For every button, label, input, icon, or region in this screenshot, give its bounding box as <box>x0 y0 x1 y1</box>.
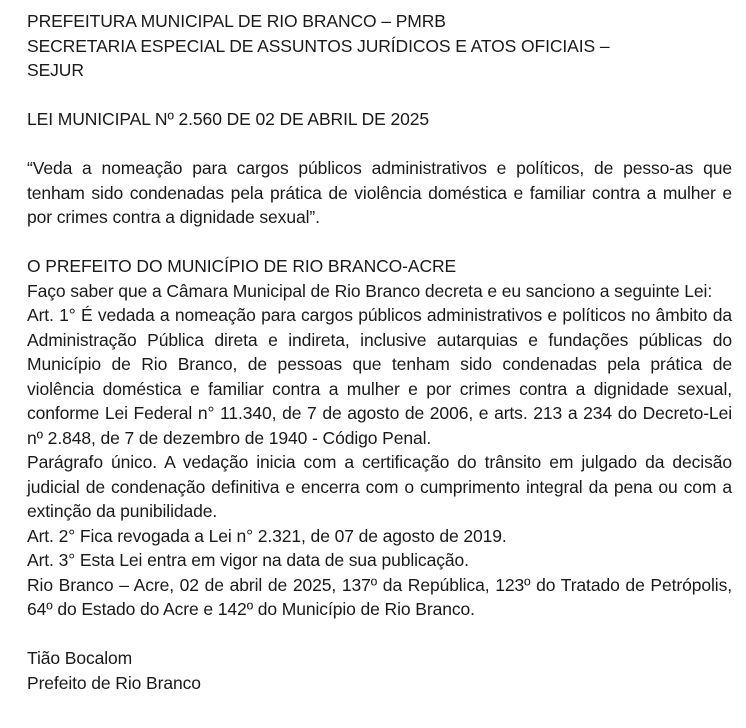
preamble-authority: O PREFEITO DO MUNICÍPIO DE RIO BRANCO-ACRE <box>27 256 457 276</box>
spacer <box>27 83 732 108</box>
signatory-name: Tião Bocalom <box>27 648 133 668</box>
header-line-secretaria: SECRETARIA ESPECIAL DE ASSUNTOS JURÍDICOS E ATOS OFICIAIS – <box>27 35 610 56</box>
paragrafo-unico: Parágrafo único. A vedação inicia com a certificação do trânsito em julgado da decisão judicial de condenação definitiva e encerra com o cumprimento integral da pena ou com a extinção da punibilidade. <box>27 452 732 521</box>
dateline: Rio Branco – Acre, 02 de abril de 2025, 137º da República, 123º do Tratado de Petrópolis, 64º do Estado do Acre e 142º do Município de Rio Branco. <box>27 574 732 619</box>
ementa: “Veda a nomeação para cargos públicos administrativos e políticos, de pesso-as que tenham sido condenadas pela prática de violência doméstica e familiar contra a mulher e por crimes contra a dignidade sexual”. <box>27 158 732 227</box>
document-header <box>27 9 732 83</box>
spacer <box>27 622 732 647</box>
spacer <box>27 230 732 255</box>
article-1: Art. 1° É vedada a nomeação para cargos públicos administrativos e políticos no âmbito da Administração Pública direta e indireta, inclusive autarquias e fundações públicas do Município de Rio Branco, de pessoas que tenham sido condenadas pela prática de violência doméstica e familiar contra a mulher e por crimes contra a dignidade sexual, conforme Lei Federal n° 11.340, de 7 de agosto de 2006, e arts. 213 a 234 do Decreto-Lei nº 2.848, de 7 de dezembro de 1940 - Código Penal. <box>27 305 732 448</box>
article-2: Art. 2° Fica revogada a Lei n° 2.321, de 07 de agosto de 2019. <box>27 525 507 546</box>
spacer <box>27 132 732 157</box>
article-3: Art. 3° Esta Lei entra em vigor na data de sua publicação. <box>27 550 469 570</box>
signatory-title: Prefeito de Rio Branco <box>27 672 201 693</box>
preamble-enactment: Faço saber que a Câmara Municipal de Rio Branco decreta e eu sanciono a seguinte Lei: <box>27 280 713 301</box>
law-title: LEI MUNICIPAL Nº 2.560 DE 02 DE ABRIL DE 2025 <box>27 109 429 129</box>
header-line-sejur: SEJUR <box>27 60 84 80</box>
signature-block <box>27 646 732 695</box>
header-line-prefeitura: PREFEITURA MUNICIPAL DE RIO BRANCO – PMRB <box>27 11 446 31</box>
